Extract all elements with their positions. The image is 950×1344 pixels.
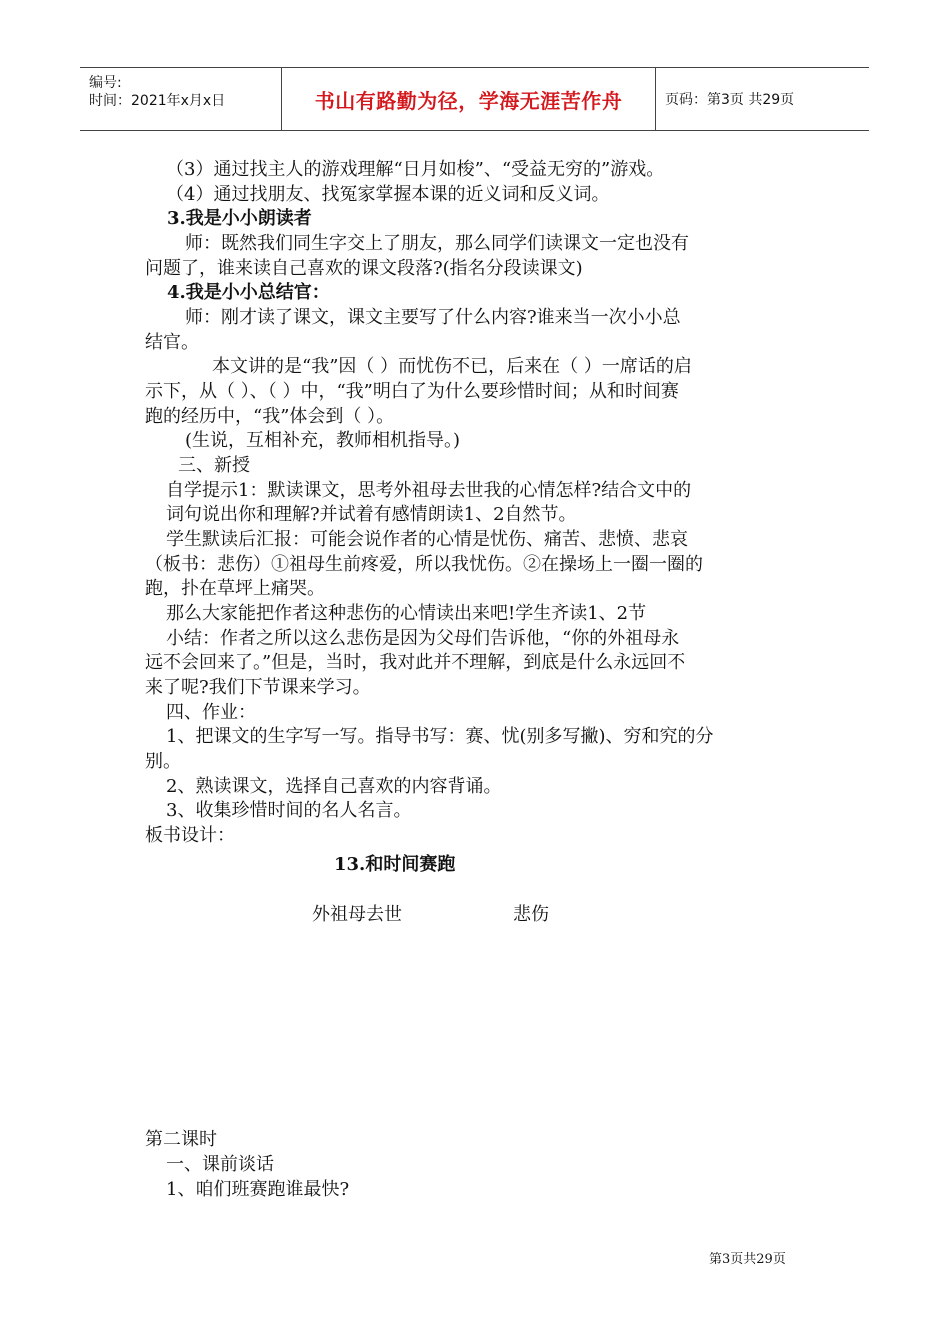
text-line: 1、咱们班赛跑谁最快? bbox=[166, 1179, 350, 1200]
page-label: 页码：第3页 共29页 bbox=[665, 92, 795, 108]
header-page-cell bbox=[655, 68, 879, 130]
text-line: 词句说出你和理解?并试着有感情朗读1、2自然节。 bbox=[166, 504, 577, 525]
text-line: 学生默读后汇报：可能会说作者的心情是忧伤、痛苦、悲愤、悲哀 bbox=[166, 529, 688, 550]
text-line: 来了呢?我们下节课来学习。 bbox=[145, 677, 371, 698]
header-motto-cell bbox=[281, 68, 656, 130]
text-line: （3）通过找主人的游戏理解“日月如梭”、“受益无穷的”游戏。 bbox=[166, 159, 665, 180]
text-line: (生说，互相补充，教师相机指导。) bbox=[185, 430, 461, 451]
text-line: 远不会回来了。”但是，当时，我对此并不理解，到底是什么永远回不 bbox=[145, 652, 686, 673]
text-line: 四、作业： bbox=[166, 702, 256, 723]
motto-text: 书山有路勤为径，学海无涯苦作舟 bbox=[314, 88, 623, 113]
text-line: 跑的经历中，“我”体会到（ ）。 bbox=[145, 406, 395, 427]
board-title: 13.和时间赛跑 bbox=[334, 854, 456, 875]
text-line: 跑，扑在草坪上痛哭。 bbox=[145, 578, 325, 599]
text-line: 第二课时 bbox=[145, 1129, 217, 1150]
text-line: 师：刚才读了课文，课文主要写了什么内容?谁来当一次小小总 bbox=[185, 307, 681, 328]
text-line: 师：既然我们同生字交上了朋友，那么同学们读课文一定也没有 bbox=[185, 233, 689, 254]
board-item: 悲伤 bbox=[513, 904, 549, 925]
text-line: （板书：悲伤）①祖母生前疼爱，所以我忧伤。②在操场上一圈一圈的 bbox=[145, 554, 703, 575]
date-label: 时间：2021年x月x日 bbox=[89, 93, 226, 109]
page-header bbox=[80, 67, 869, 131]
section-heading: 4.我是小小总结官： bbox=[167, 282, 330, 303]
text-line: 板书设计： bbox=[145, 825, 235, 846]
text-line: 2、熟读课文，选择自己喜欢的内容背诵。 bbox=[166, 776, 502, 797]
text-line: 结官。 bbox=[145, 332, 199, 353]
text-line: 本文讲的是“我”因（ ）而忧伤不已，后来在（ ）一席话的启 bbox=[212, 356, 692, 377]
text-line: 别。 bbox=[145, 751, 181, 772]
text-line: 问题了，谁来读自己喜欢的课文段落?(指名分段读课文) bbox=[145, 258, 583, 279]
text-line: 示下，从（ ）、（ ）中，“我”明白了为什么要珍惜时间；从和时间赛 bbox=[145, 381, 679, 402]
text-line: 那么大家能把作者这种悲伤的心情读出来吧!学生齐读1、2节 bbox=[166, 603, 647, 624]
text-line: 三、新授 bbox=[178, 455, 250, 476]
text-line: 自学提示1：默读课文，思考外祖母去世我的心情怎样?结合文中的 bbox=[166, 480, 692, 501]
text-line: 一、课前谈话 bbox=[166, 1154, 274, 1175]
code-label: 编号: bbox=[89, 75, 122, 91]
text-line: （4）通过找朋友、找冤家掌握本课的近义词和反义词。 bbox=[166, 184, 610, 205]
page-footer: 第3页共29页 bbox=[709, 1252, 786, 1267]
board-item: 外祖母去世 bbox=[312, 904, 402, 925]
section-heading: 3.我是小小朗读者 bbox=[167, 208, 312, 229]
header-info-cell bbox=[80, 68, 281, 130]
text-line: 1、把课文的生字写一写。指导书写：赛、忧(别多写撇)、穷和究的分 bbox=[166, 726, 714, 747]
text-line: 3、收集珍惜时间的名人名言。 bbox=[166, 800, 412, 821]
text-line: 小结：作者之所以这么悲伤是因为父母们告诉他，“你的外祖母永 bbox=[166, 628, 680, 649]
